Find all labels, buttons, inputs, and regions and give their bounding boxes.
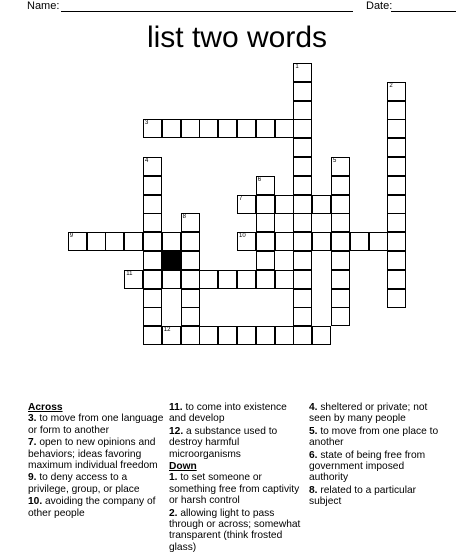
crossword-cell[interactable]	[293, 101, 312, 120]
crossword-cell[interactable]	[331, 176, 350, 195]
clue-text: to move from one language or form to another	[28, 413, 164, 436]
crossword-cell[interactable]	[387, 232, 406, 251]
crossword-cell[interactable]	[293, 82, 312, 101]
crossword-cell[interactable]	[275, 195, 294, 214]
crossword-cell[interactable]	[162, 119, 181, 138]
crossword-cell[interactable]	[293, 270, 312, 289]
crossword-cell[interactable]	[143, 157, 162, 176]
crossword-cell[interactable]	[181, 232, 200, 251]
clue-text: avoiding the company of other people	[28, 496, 156, 519]
crossword-cell[interactable]	[387, 195, 406, 214]
crossword-cell[interactable]	[331, 157, 350, 176]
crossword-cell[interactable]	[256, 326, 275, 345]
crossword-cell[interactable]	[312, 232, 331, 251]
clue-text: state of being free from government imposed authority	[309, 449, 426, 484]
crossword-cell[interactable]	[331, 213, 350, 232]
crossword-cell[interactable]	[143, 213, 162, 232]
crossword-cell[interactable]	[181, 289, 200, 308]
crossword-cell[interactable]	[256, 195, 275, 214]
crossword-cell[interactable]	[181, 251, 200, 270]
crossword-cell[interactable]	[387, 119, 406, 138]
clue-item	[28, 496, 166, 519]
clue-number: 8.	[309, 484, 318, 496]
cell-number: 10	[239, 233, 246, 240]
crossword-cell[interactable]	[387, 138, 406, 157]
crossword-cell[interactable]	[387, 213, 406, 232]
crossword-cell[interactable]	[143, 307, 162, 326]
crossword-cell[interactable]	[387, 176, 406, 195]
date-label: Date:	[366, 0, 393, 12]
crossword-cell[interactable]	[162, 270, 181, 289]
crossword-cell[interactable]	[293, 232, 312, 251]
crossword-cell[interactable]	[256, 213, 275, 232]
crossword-cell[interactable]	[143, 176, 162, 195]
cell-number: 1	[295, 64, 299, 70]
crossword-cell[interactable]	[162, 326, 181, 345]
crossword-cell[interactable]	[237, 195, 256, 214]
crossword-cell[interactable]	[387, 82, 406, 101]
down-clue-list-continued	[309, 402, 445, 508]
crossword-cell[interactable]	[331, 307, 350, 326]
clue-item	[169, 402, 305, 425]
clues-across-column	[28, 402, 166, 520]
clue-text: sheltered or private; not seen by many people	[309, 402, 428, 425]
across-heading: Across	[28, 402, 63, 413]
clue-item	[169, 508, 305, 554]
clue-text: open to new opinions and behaviors; ideas favoring maximum individual freedom	[28, 437, 158, 472]
crossword-cell[interactable]	[143, 195, 162, 214]
across-clue-list	[28, 413, 166, 519]
crossword-cell[interactable]	[237, 270, 256, 289]
crossword-cell[interactable]	[143, 289, 162, 308]
clue-text: allowing light to pass through or across; somewhat transparent (think frosted glass)	[169, 507, 301, 553]
crossword-cell[interactable]	[237, 326, 256, 345]
crossword-cell[interactable]	[218, 119, 237, 138]
clue-number: 5.	[309, 425, 318, 437]
crossword-cell[interactable]	[275, 270, 294, 289]
crossword-cell[interactable]	[218, 270, 237, 289]
crossword-cell[interactable]	[387, 251, 406, 270]
page-title: list two words	[146, 21, 328, 54]
crossword-cell[interactable]	[181, 326, 200, 345]
crossword-cell[interactable]	[143, 119, 162, 138]
down-clue-list	[169, 472, 305, 553]
clue-item	[309, 450, 445, 484]
crossword-cell[interactable]	[387, 289, 406, 308]
crossword-cell[interactable]	[199, 326, 218, 345]
clue-number: 2.	[169, 507, 178, 519]
crossword-cell[interactable]	[293, 119, 312, 138]
crossword-cell[interactable]	[331, 251, 350, 270]
crossword-cell[interactable]	[275, 232, 294, 251]
cell-number: 8	[182, 214, 186, 221]
crossword-cell[interactable]	[293, 176, 312, 195]
crossword-cell[interactable]	[331, 289, 350, 308]
clue-number: 12.	[169, 425, 184, 437]
crossword-cell[interactable]	[387, 270, 406, 289]
cell-number: 11	[126, 270, 133, 277]
cell-number: 9	[69, 233, 74, 240]
clue-number: 10.	[28, 496, 43, 508]
crossword-cell[interactable]	[331, 232, 350, 251]
crossword-cell[interactable]	[293, 251, 312, 270]
crossword-cell[interactable]	[387, 101, 406, 120]
crossword-cell[interactable]	[143, 270, 162, 289]
clue-text: to move from one place to another	[309, 425, 439, 449]
crossword-cell[interactable]	[181, 119, 200, 138]
name-label: Name:	[27, 0, 60, 12]
crossword-cell[interactable]	[124, 232, 143, 251]
clue-number: 11.	[169, 402, 183, 413]
crossword-cell[interactable]	[312, 326, 331, 345]
crossword-cell[interactable]	[256, 176, 275, 195]
crossword-cell[interactable]	[293, 213, 312, 232]
crossword-cell[interactable]	[237, 119, 256, 138]
crossword-cell[interactable]	[387, 157, 406, 176]
clues-down-column	[309, 402, 445, 509]
crossword-cell[interactable]	[199, 119, 218, 138]
cell-number: 7	[239, 195, 243, 202]
crossword-cell[interactable]	[199, 270, 218, 289]
down-heading: Down	[169, 461, 197, 473]
cell-number: 2	[389, 82, 393, 89]
clue-text: to set someone or something free from captivity or harsh control	[169, 472, 300, 507]
crossword-cell[interactable]	[293, 138, 312, 157]
crossword-cell[interactable]	[181, 270, 200, 289]
crossword-cell[interactable]	[256, 232, 275, 251]
crossword-cell[interactable]	[143, 251, 162, 270]
clue-item	[169, 472, 305, 506]
clue-text: to deny access to a privilege, group, or place	[28, 472, 140, 495]
clues-middle-column	[169, 402, 305, 554]
cell-number: 4	[145, 158, 149, 164]
clue-item	[28, 413, 166, 436]
across-clue-list-continued	[169, 402, 305, 460]
crossword-cell[interactable]	[275, 326, 294, 345]
crossword-cell[interactable]	[293, 195, 312, 214]
cell-number: 5	[333, 158, 337, 164]
clue-item	[309, 485, 445, 508]
crossword-cell[interactable]	[124, 270, 143, 289]
crossword-cell[interactable]	[293, 289, 312, 308]
crossword-cell[interactable]	[162, 232, 181, 251]
cell-number: 6	[257, 176, 262, 183]
clue-item	[309, 426, 445, 449]
crossword-cell[interactable]	[350, 232, 369, 251]
crossword-cell[interactable]	[369, 232, 388, 251]
crossword-cell[interactable]	[275, 119, 294, 138]
crossword-cell[interactable]	[181, 307, 200, 326]
clue-text: related to a particular subject	[309, 484, 417, 508]
crossword-cell[interactable]	[105, 232, 124, 251]
crossword-cell[interactable]	[293, 63, 312, 82]
crossword-cell[interactable]	[181, 213, 200, 232]
clue-number: 4.	[309, 402, 318, 413]
clue-text: a substance used to destroy harmful microorganisms	[169, 425, 278, 460]
crossword-cell[interactable]	[256, 270, 275, 289]
clue-number: 3.	[28, 413, 37, 425]
crossword-cell[interactable]	[143, 232, 162, 251]
crossword-cell[interactable]	[143, 326, 162, 345]
clue-number: 7.	[28, 437, 37, 449]
clue-item	[309, 402, 445, 425]
clue-number: 9.	[28, 472, 37, 484]
crossword-cell[interactable]	[331, 270, 350, 289]
crossword-cell[interactable]	[256, 119, 275, 138]
crossword-cell[interactable]	[218, 326, 237, 345]
clue-item	[28, 437, 166, 471]
crossword-black-cell	[162, 251, 181, 270]
crossword-cell[interactable]	[237, 232, 256, 251]
clue-text: to come into existence and develop	[169, 402, 287, 425]
clue-number: 1.	[169, 472, 178, 484]
crossword-cell[interactable]	[293, 307, 312, 326]
crossword-cell[interactable]	[256, 251, 275, 270]
cell-number: 12	[163, 327, 171, 334]
crossword-cell[interactable]	[312, 195, 331, 214]
crossword-cell[interactable]	[331, 195, 350, 214]
cell-number: 3	[145, 120, 149, 127]
clue-item	[169, 426, 305, 460]
crossword-cell[interactable]	[87, 232, 106, 251]
crossword-cell[interactable]	[293, 326, 312, 345]
clue-number: 6.	[309, 449, 318, 461]
crossword-cell[interactable]	[68, 232, 87, 251]
crossword-cell[interactable]	[293, 157, 312, 176]
clue-item	[28, 472, 166, 495]
